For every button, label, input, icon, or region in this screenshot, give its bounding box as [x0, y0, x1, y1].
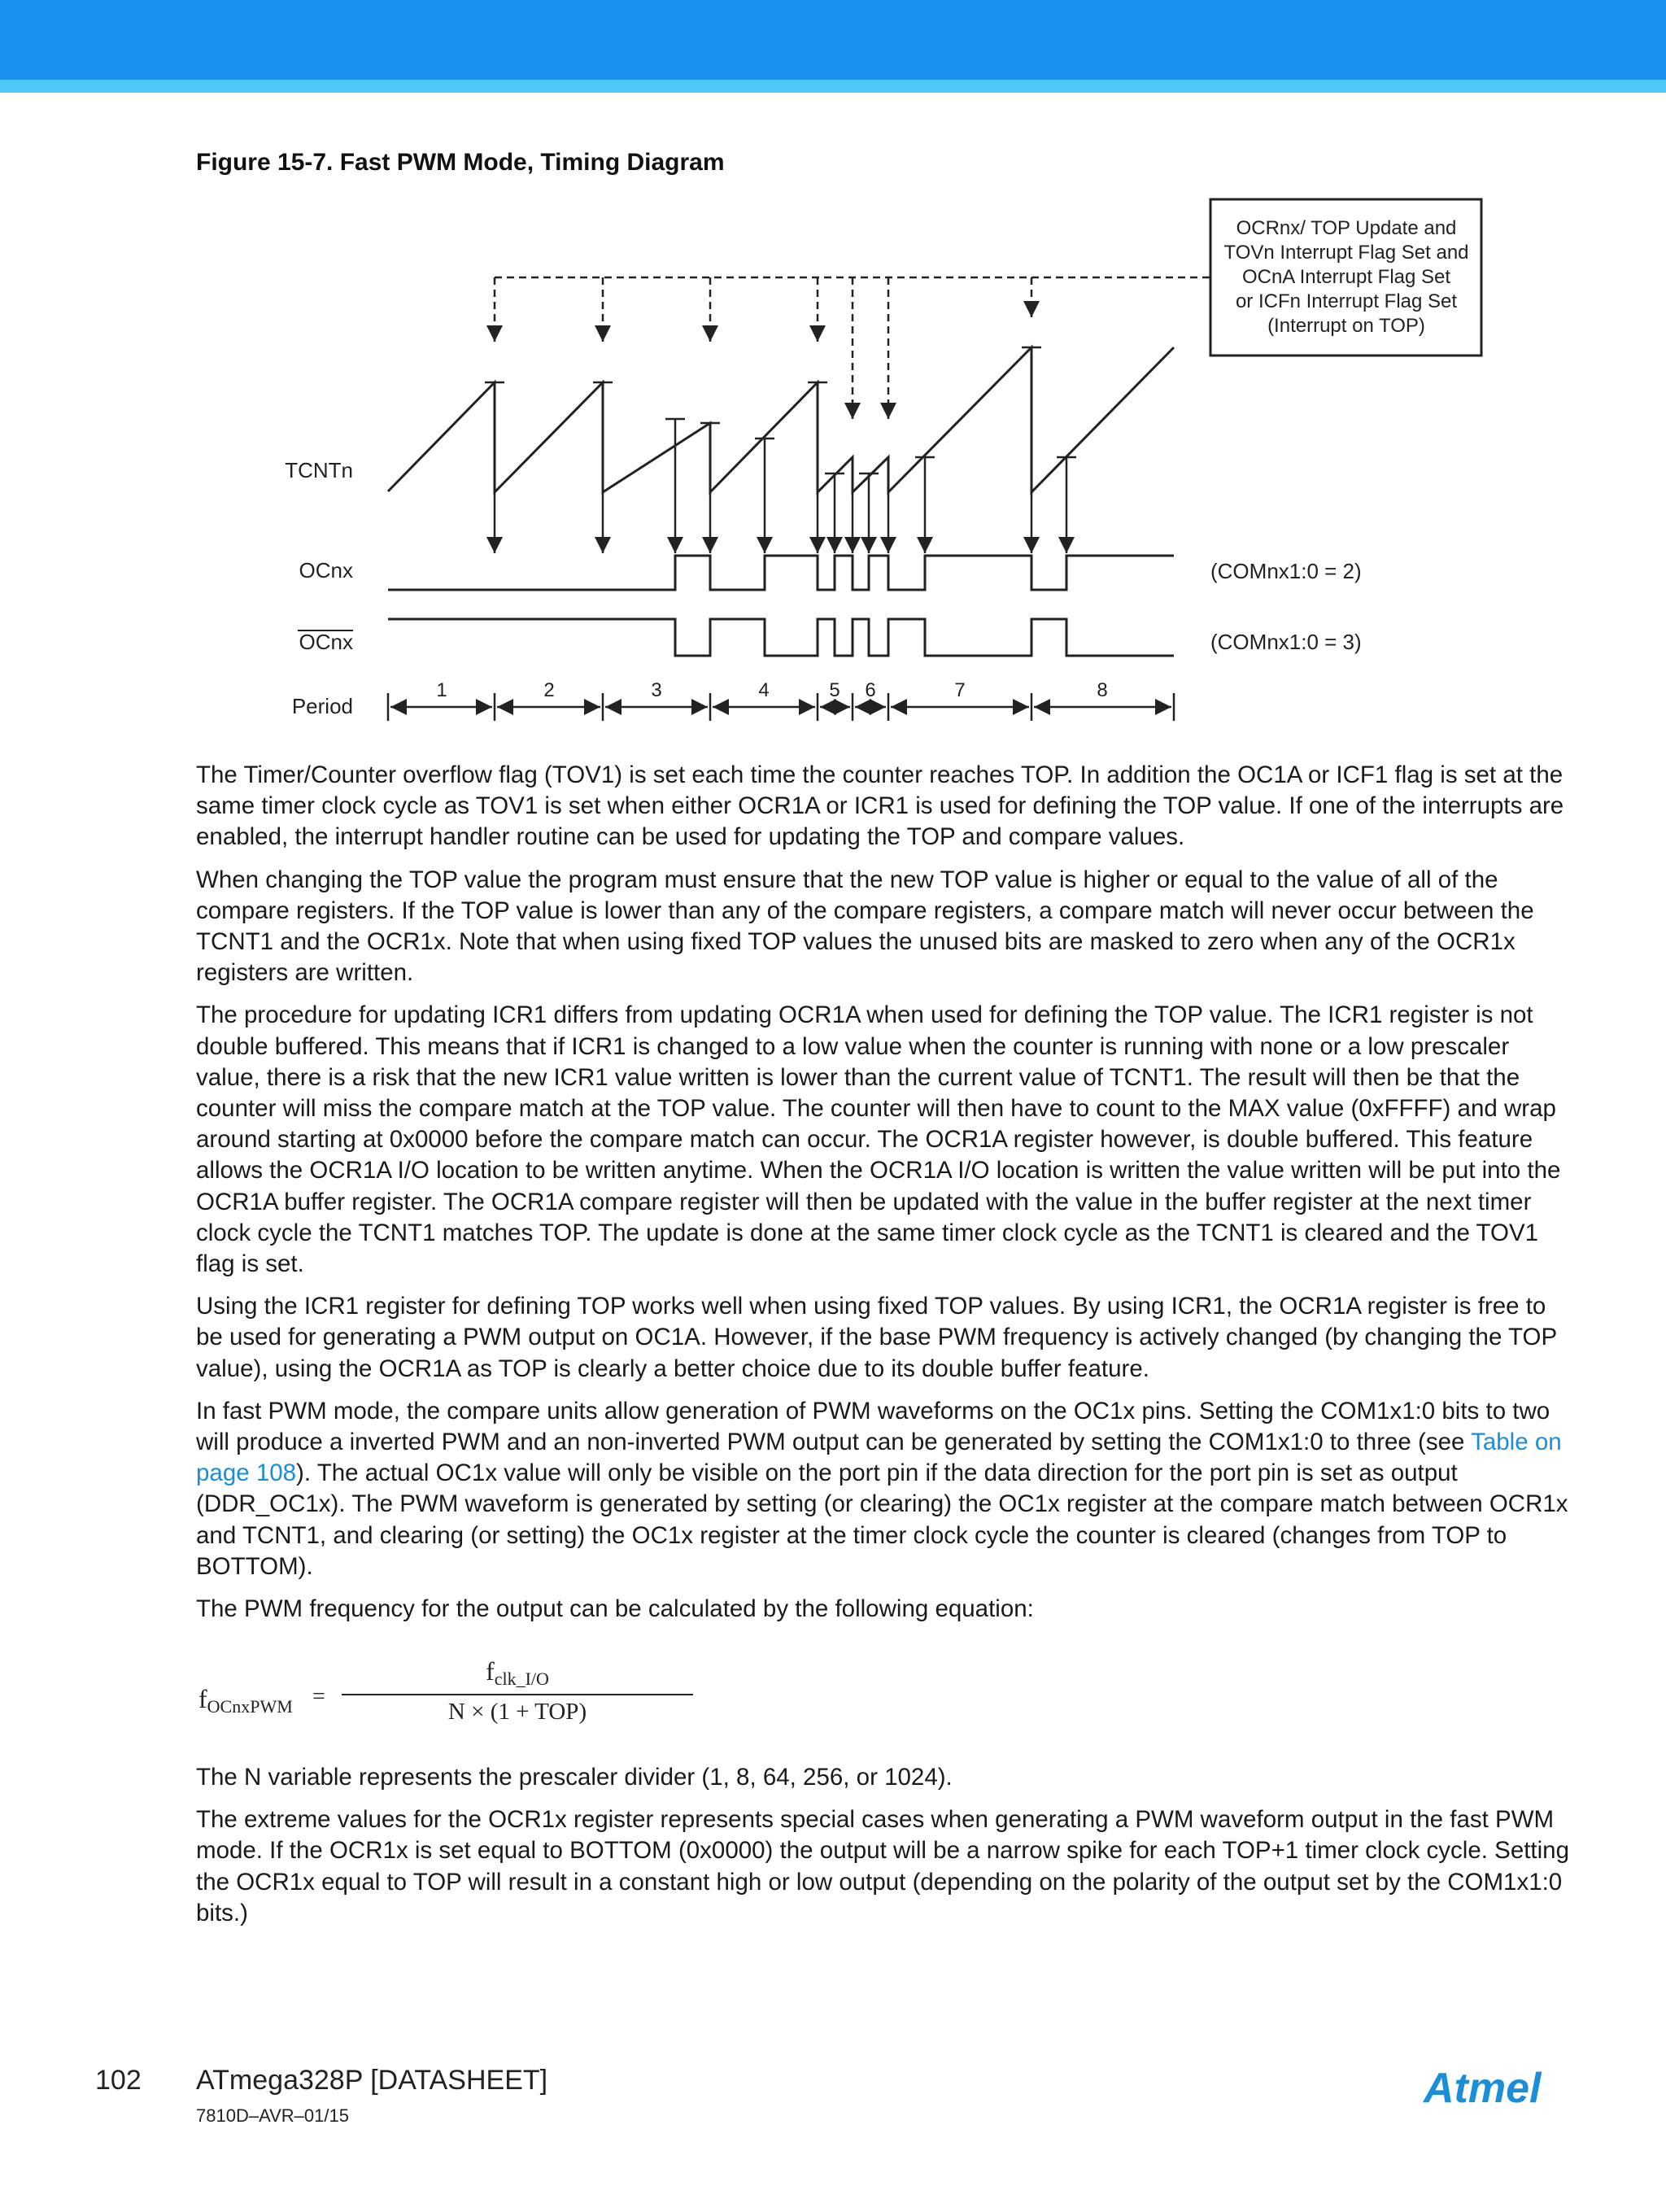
logo-text: Atmel [1424, 2065, 1542, 2112]
period-number-6: 6 [865, 679, 876, 701]
document-id: 7810D–AVR–01/15 [196, 2105, 349, 2126]
period-number-5: 5 [829, 679, 840, 701]
paragraph-text: In fast PWM mode, the compare units allow generation of PWM waveforms on the OC1x pins. Setting the COM1x1:0 bits to two will produce a inverted PWM and an non-inverted PWM output can be generated by setting the COM1x1:0 to three (see [196, 1397, 1550, 1456]
header-stripe [0, 80, 1666, 93]
ocnx-inverted-label: OCnx [299, 630, 353, 654]
period-number-1: 1 [436, 679, 447, 701]
callout-line-3: OCnA Interrupt Flag Set [1241, 266, 1451, 288]
period-number-3: 3 [651, 679, 662, 701]
compare-match-arrows [485, 347, 1076, 553]
period-number-4: 4 [758, 679, 770, 701]
period-label: Period [291, 694, 353, 718]
paragraph: The procedure for updating ICR1 differs from updating OCR1A when used for defining the TOP value. The ICR1 register is not double buffered. This means that if ICR1 is changed to a low value when the counter is running with none or a low prescaler value, there is a risk that the new ICR1 value written is lower than the current value of TCNT1. The result will then be that the counter will miss the compare match at the TOP value. The counter will then have to count to the MAX value (0xFFFF) and wrap around starting at 0x0000 before the compare match can occur. The OCR1A register however, is double buffered. This feature allows the OCR1A I/O location to be written anytime. When the OCR1A I/O location is written the value written will be put into the OCR1A buffer register. The OCR1A compare register will then be updated with the value in the buffer register at the next timer clock cycle the TCNT1 matches TOP. The update is done at the same timer clock cycle as the TCNT1 is cleared and the TOV1 flag is set. [196, 1001, 1561, 1278]
paragraph: When changing the TOP value the program must ensure that the new TOP value is higher or equal to the value of all of the compare registers. If the TOP value is lower than any of the compare registers, a compare match will never occur between the TCNT1 and the OCR1x. Note that when using fixed TOP values the unused bits are masked to zero when any of the OCR1x registers are written. [196, 866, 1534, 987]
paragraph: Using the ICR1 register for defining TOP works well when using fixed TOP values. By using ICR1, the OCR1A register is free to be used for generating a PWM output on OC1A. However, if the base PWM frequency is actively changed (by changing the TOP value), using the OCR1A as TOP is clearly a better choice due to its double buffer feature. [196, 1293, 1557, 1382]
callout-line-4: or ICFn Interrupt Flag Set [1235, 290, 1458, 312]
header-bar [0, 0, 1666, 80]
equation-fraction [342, 1656, 693, 1726]
page-number: 102 [95, 2065, 142, 2096]
period-number-2: 2 [543, 679, 555, 701]
ocnx-waveform [388, 556, 1174, 590]
table-link[interactable]: Table on page 108 [196, 1429, 1562, 1487]
callout-line-5: (Interrupt on TOP) [1267, 315, 1425, 337]
equation-lhs: $f_{OCnxPWM}$ [198, 1684, 293, 1717]
ocnx-inverted-waveform [388, 619, 1174, 656]
fraction-bar [342, 1694, 693, 1695]
tcnt-label: TCNTn [285, 458, 353, 482]
paragraph: The extreme values for the OCR1x register represents special cases when generating a PWM waveform output in the fast PWM mode. If the OCR1x is set equal to BOTTOM (0x0000) the output will be a narrow spike for each TOP+1 timer clock cycle. Setting the OCR1x equal to TOP will result in a constant high or low output (depending on the polarity of the output set by the COM1x1:0 bits.) [196, 1806, 1569, 1926]
equation-numerator: $f_{clk\_I/O}$ [486, 1656, 549, 1689]
paragraph: The Timer/Counter overflow flag (TOV1) is set each time the counter reaches TOP. In addition the OC1A or ICF1 flag is set at the same timer clock cycle as TOV1 is set when either OCR1A or ICR1 is used for defining the TOP value. If one of the interrupts are enabled, the interrupt handler routine can be used for updating the TOP and compare values. [196, 761, 1564, 851]
ocnx-label: OCnx [299, 558, 353, 582]
paragraph: The N variable represents the prescaler divider (1, 8, 64, 256, or 1024). [196, 1764, 953, 1791]
tcnt-waveform [388, 347, 1174, 492]
com-label-3: (COMnx1:0 = 3) [1210, 630, 1362, 654]
equation-denominator: N × (1 + TOP) [447, 1699, 587, 1725]
document-title: ATmega328P [DATASHEET] [196, 2065, 548, 2096]
body-text-continued [196, 1762, 1571, 1940]
figure-title: Figure 15-7. Fast PWM Mode, Timing Diagram [196, 149, 725, 176]
period-markers [388, 693, 1174, 721]
com-label-2: (COMnx1:0 = 2) [1210, 559, 1362, 583]
body-text [196, 760, 1571, 1636]
paragraph: The PWM frequency for the output can be calculated by the following equation: [196, 1595, 1034, 1623]
period-number-7: 7 [954, 679, 966, 701]
period-number-8: 8 [1097, 679, 1108, 701]
callout-line-2: TOVn Interrupt Flag Set and [1223, 242, 1469, 264]
paragraph-text: ). The actual OC1x value will only be visible on the port pin if the data direction for the port pin is set as output (DDR_OC1x). The PWM waveform is generated by setting (or clearing) the OC1x register at the compare match between OCR1x and TCNT1, and clearing (or setting) the OC1x register at the timer clock cycle the counter is cleared (changes from TOP to BOTTOM). [196, 1459, 1568, 1580]
atmel-logo [1422, 2063, 1570, 2112]
timing-diagram [0, 187, 1666, 740]
callout-line-1: OCRnx/ TOP Update and [1236, 217, 1457, 239]
paragraph-pwm-mode [196, 1396, 1571, 1582]
equals-sign: = [312, 1684, 325, 1709]
